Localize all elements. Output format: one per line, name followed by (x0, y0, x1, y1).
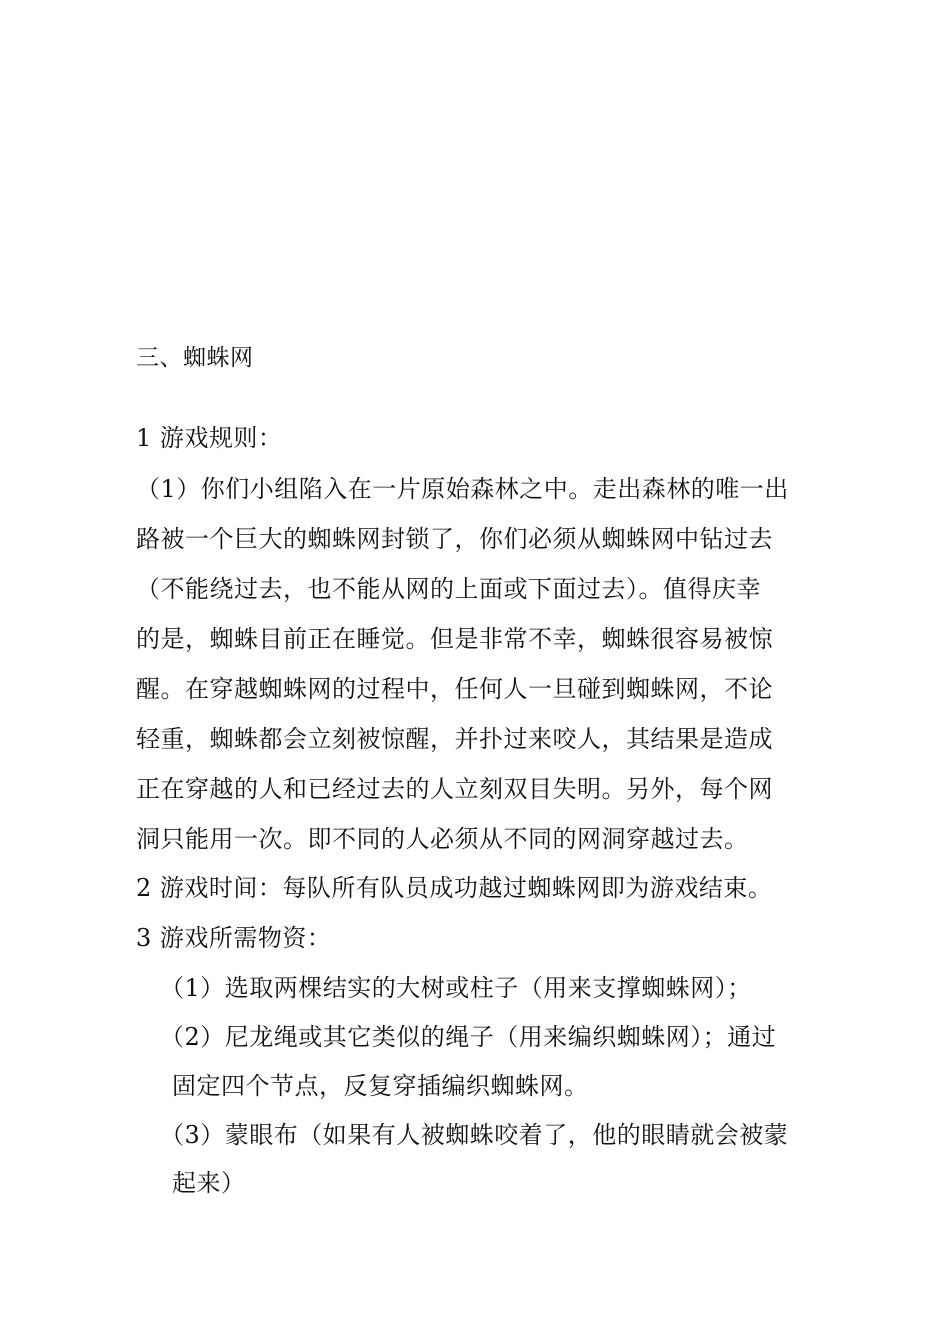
section-title: 三、蜘蛛网 (136, 345, 254, 371)
materials-item-line: （3）蒙眼布（如果有人被蜘蛛咬着了，他的眼睛就会被蒙 (160, 1121, 789, 1149)
rules-line: 洞只能用一次。即不同的人必须从不同的网洞穿越过去。 (136, 825, 749, 853)
materials-item-line: 固定四个节点，反复穿插编织蜘蛛网。 (172, 1072, 589, 1100)
rules-line: （1）你们小组陷入在一片原始森林之中。走出森林的唯一出 (136, 475, 789, 503)
rules-line: 正在穿越的人和已经过去的人立刻双目失明。另外，每个网 (136, 775, 773, 803)
rules-line: 醒。在穿越蜘蛛网的过程中，任何人一旦碰到蜘蛛网，不论 (136, 675, 773, 703)
rules-heading: 1 游戏规则： (136, 424, 283, 452)
materials-heading: 3 游戏所需物资： (136, 924, 332, 952)
rules-line: 轻重，蜘蛛都会立刻被惊醒，并扑过来咬人，其结果是造成 (136, 725, 773, 753)
materials-item-line: 起来） (172, 1169, 246, 1197)
materials-item-line: （2）尼龙绳或其它类似的绳子（用来编织蜘蛛网）；通过 (160, 1023, 777, 1051)
materials-item-line: （1）选取两棵结实的大树或柱子（用来支撑蜘蛛网）； (160, 974, 752, 1002)
rules-line: 的是，蜘蛛目前正在睡觉。但是非常不幸，蜘蛛很容易被惊 (136, 625, 773, 653)
rules-line: （不能绕过去，也不能从网的上面或下面过去）。值得庆幸 (136, 575, 761, 603)
rules-line: 路被一个巨大的蜘蛛网封锁了，你们必须从蜘蛛网中钻过去 (136, 525, 773, 553)
time-heading: 2 游戏时间：每队所有队员成功越过蜘蛛网即为游戏结束。 (136, 874, 773, 902)
